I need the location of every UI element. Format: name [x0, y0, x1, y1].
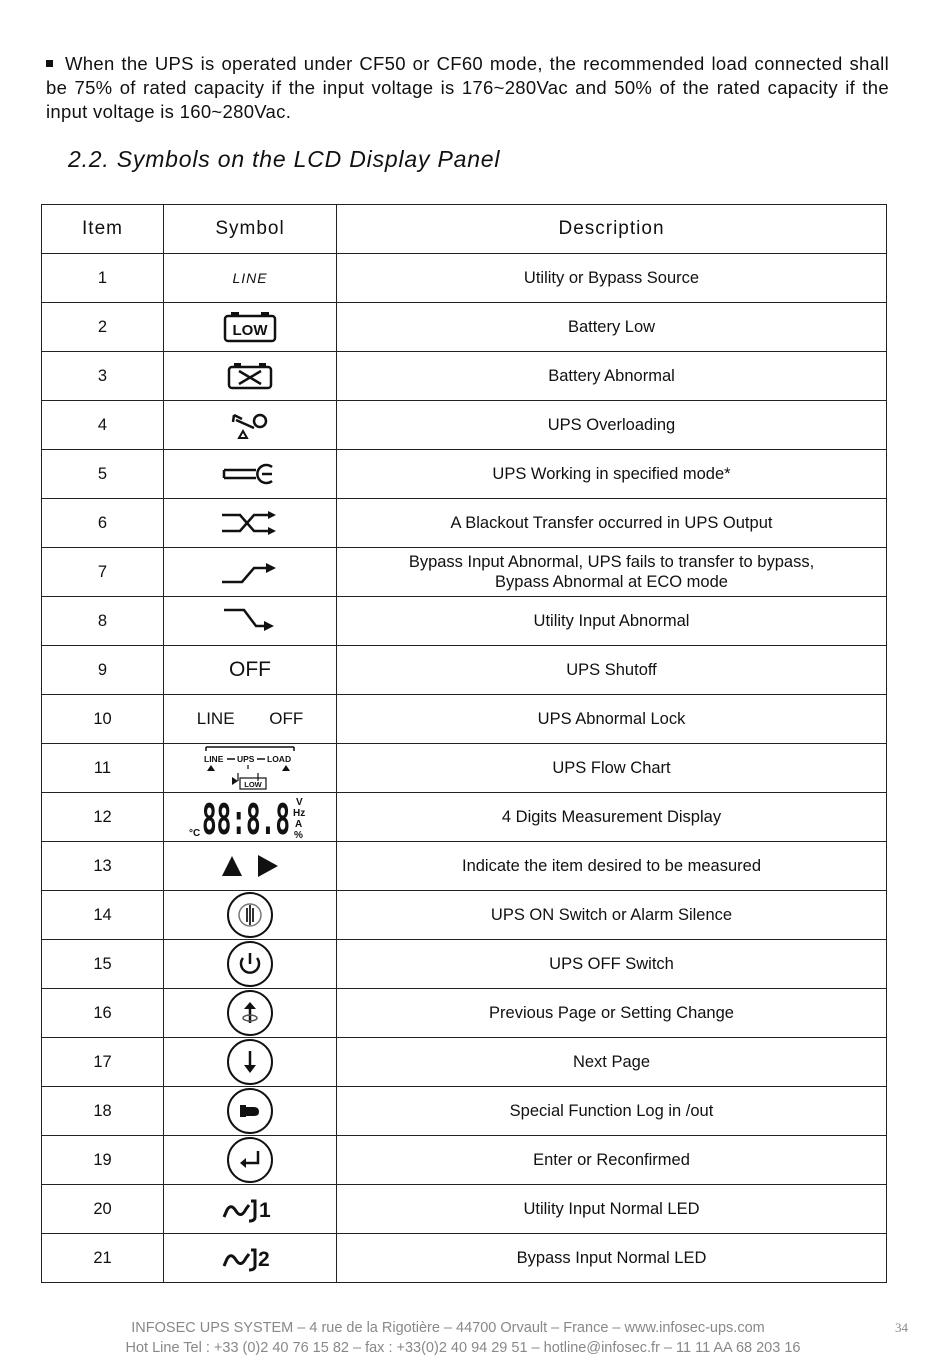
table-row [42, 450, 887, 499]
table-row [42, 646, 887, 695]
hz-unit: Hz [293, 808, 306, 819]
description-cell: UPS Abnormal Lock [337, 695, 887, 744]
table-row [42, 1038, 887, 1087]
symbols-table [41, 204, 887, 1283]
bypass-led-icon [221, 1244, 279, 1272]
table-row [42, 1234, 887, 1283]
table-row [42, 695, 887, 744]
line-symbol-text: LINE [232, 269, 268, 286]
table-row [42, 989, 887, 1038]
page-number: 34 [895, 1320, 908, 1335]
item-number: 13 [42, 842, 164, 891]
description-line: Bypass Input Abnormal, UPS fails to transfer to bypass, [408, 553, 815, 571]
symbol-cell [164, 1185, 337, 1234]
wrench-icon [222, 462, 278, 486]
right-triangle-icon [258, 855, 278, 877]
description-cell: Utility Input Abnormal [337, 597, 887, 646]
table-row [42, 401, 887, 450]
table-row [42, 254, 887, 303]
item-number: 1 [42, 254, 164, 303]
table-header-row [42, 205, 887, 254]
item-number: 12 [42, 793, 164, 842]
item-number: 15 [42, 940, 164, 989]
symbol-cell [164, 744, 337, 793]
intro-text: When the UPS is operated under CF50 or CF60 mode, the recommended load connected shall be 75% of rated capacity if the input voltage is 176~280Vac and 50% of the rated capacity if the input voltage is 160~280Vac. [46, 53, 889, 122]
symbol-cell [164, 891, 337, 940]
table-row [42, 891, 887, 940]
table-row [42, 1136, 887, 1185]
section-title: 2.2. Symbols on the LCD Display Panel [68, 146, 501, 172]
flow-ups-label: UPS [237, 754, 255, 764]
description-cell: UPS OFF Switch [337, 940, 887, 989]
footer-contact: Hot Line Tel : +33 (0)2 40 76 15 82 – fax : +33(0)2 40 94 29 51 – hotline@infosec.fr – 11 11 AA 68 203 16 [125, 1340, 801, 1356]
description-cell: Bypass Input Normal LED [337, 1234, 887, 1283]
description-cell: Utility Input Normal LED [337, 1185, 887, 1234]
header-symbol: Symbol [164, 205, 337, 254]
battery-low-text: LOW [232, 322, 268, 339]
line-off-symbol-text: LINE OFF [196, 709, 304, 728]
item-number: 4 [42, 401, 164, 450]
item-number: 11 [42, 744, 164, 793]
item-number: 8 [42, 597, 164, 646]
table-row [42, 793, 887, 842]
item-number: 21 [42, 1234, 164, 1283]
symbol-cell [164, 842, 337, 891]
bullet-icon [46, 60, 53, 67]
down-arrow-button-icon [226, 1038, 274, 1086]
pct-unit: % [294, 830, 303, 840]
item-number: 9 [42, 646, 164, 695]
symbol-cell [164, 499, 337, 548]
symbol-cell [164, 1234, 337, 1283]
description-cell [337, 548, 887, 597]
table-row [42, 1087, 887, 1136]
symbol-cell [164, 352, 337, 401]
battery-low-icon [223, 311, 277, 343]
item-number: 3 [42, 352, 164, 401]
footer-address: INFOSEC UPS SYSTEM – 4 rue de la Rigotière – 44700 Orvault – France – www.infosec-ups.com [131, 1320, 765, 1336]
symbol-cell [164, 1136, 337, 1185]
v-unit: V [296, 797, 303, 808]
table-row [42, 940, 887, 989]
up-triangle-icon [222, 856, 242, 876]
celsius-unit: °C [189, 828, 201, 839]
enter-button-icon [226, 1136, 274, 1184]
item-number: 18 [42, 1087, 164, 1136]
description-cell: UPS Working in specified mode* [337, 450, 887, 499]
description-line: Bypass Abnormal at ECO mode [495, 573, 728, 591]
flow-load-label: LOAD [267, 754, 292, 764]
flow-chart-icon [200, 745, 300, 791]
description-cell: Next Page [337, 1038, 887, 1087]
symbol-cell [164, 1038, 337, 1087]
utility-led-icon [221, 1195, 279, 1223]
table-row [42, 303, 887, 352]
table-row [42, 352, 887, 401]
symbol-cell [164, 597, 337, 646]
item-number: 10 [42, 695, 164, 744]
a-unit: A [295, 819, 303, 830]
description-cell: 4 Digits Measurement Display [337, 793, 887, 842]
led-number: 1 [259, 1199, 271, 1222]
flow-low-label: LOW [244, 780, 262, 789]
item-number: 17 [42, 1038, 164, 1087]
bypass-abnormal-icon [220, 558, 280, 586]
description-cell: UPS Flow Chart [337, 744, 887, 793]
table-row [42, 1185, 887, 1234]
item-number: 19 [42, 1136, 164, 1185]
symbol-cell [164, 303, 337, 352]
table-row [42, 597, 887, 646]
symbol-cell [164, 695, 337, 744]
table-row [42, 744, 887, 793]
description-cell: Enter or Reconfirmed [337, 1136, 887, 1185]
description-cell: UPS Shutoff [337, 646, 887, 695]
blackout-transfer-icon [220, 510, 280, 536]
intro-paragraph [46, 52, 889, 124]
item-number: 14 [42, 891, 164, 940]
overload-icon [230, 410, 270, 440]
power-off-button-icon [226, 940, 274, 988]
item-number: 7 [42, 548, 164, 597]
symbol-cell [164, 940, 337, 989]
item-number: 16 [42, 989, 164, 1038]
off-symbol-text: OFF [229, 658, 271, 681]
symbol-cell [164, 1087, 337, 1136]
symbol-cell [164, 548, 337, 597]
item-number: 20 [42, 1185, 164, 1234]
digits-text: 88:8.8 [202, 795, 290, 840]
header-item: Item [42, 205, 164, 254]
description-cell: Special Function Log in /out [337, 1087, 887, 1136]
led-number: 2 [258, 1248, 270, 1271]
table-row [42, 499, 887, 548]
hand-button-icon [226, 1087, 274, 1135]
arrows-icon [220, 852, 280, 880]
description-cell: Indicate the item desired to be measured [337, 842, 887, 891]
up-arrow-button-icon [226, 989, 274, 1037]
symbol-cell [164, 254, 337, 303]
symbol-cell [164, 793, 337, 842]
utility-abnormal-icon [222, 606, 278, 636]
description-cell: UPS ON Switch or Alarm Silence [337, 891, 887, 940]
symbol-cell [164, 401, 337, 450]
item-number: 5 [42, 450, 164, 499]
symbol-cell [164, 450, 337, 499]
flow-line-label: LINE [204, 754, 224, 764]
header-description: Description [337, 205, 887, 254]
symbol-cell [164, 989, 337, 1038]
description-cell: Previous Page or Setting Change [337, 989, 887, 1038]
digits-display-icon [188, 794, 312, 840]
table-row [42, 548, 887, 597]
description-cell: Battery Low [337, 303, 887, 352]
description-cell: A Blackout Transfer occurred in UPS Output [337, 499, 887, 548]
item-number: 6 [42, 499, 164, 548]
table-row [42, 842, 887, 891]
description-cell: UPS Overloading [337, 401, 887, 450]
description-cell: Battery Abnormal [337, 352, 887, 401]
battery-abnormal-icon [227, 362, 273, 390]
description-cell: Utility or Bypass Source [337, 254, 887, 303]
on-silence-button-icon [226, 891, 274, 939]
symbol-cell [164, 646, 337, 695]
item-number: 2 [42, 303, 164, 352]
